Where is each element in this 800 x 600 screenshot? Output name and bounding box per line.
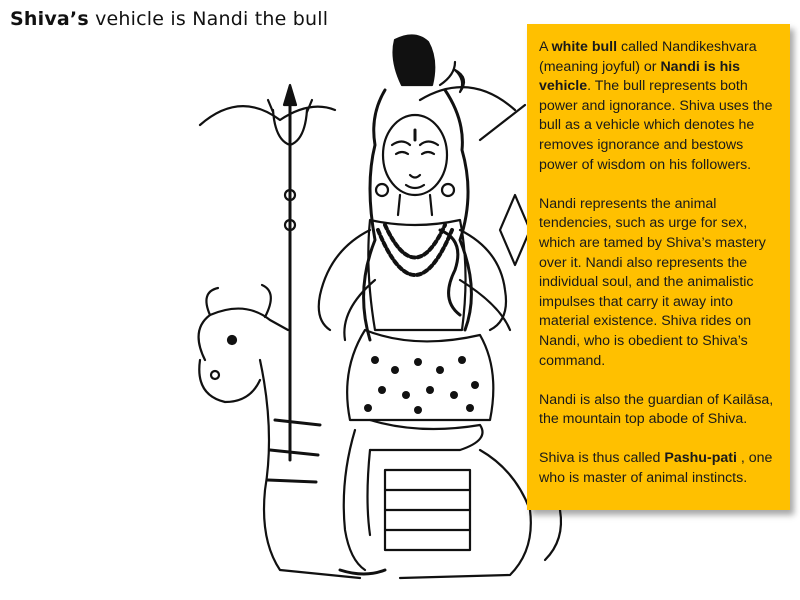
info-p1-bold-2: Nandi is his vehicle bbox=[539, 58, 741, 95]
slide-title bbox=[10, 8, 328, 30]
info-paragraph-1 bbox=[539, 38, 780, 175]
info-paragraph-4 bbox=[539, 449, 780, 488]
info-p1-text-3: . The bull represents both power and ignorance. Shiva uses the bull as a vehicle which denotes he removes ignorance and bestows power of wisdom on his followers. bbox=[539, 78, 773, 173]
info-p1-text-2: called Nandikeshvara (meaning joyful) or bbox=[539, 39, 757, 75]
title-rest: vehicle is Nandi the bull bbox=[88, 8, 329, 30]
info-p4-text-1: Shiva is thus called bbox=[539, 450, 665, 467]
info-paragraph-2: Nandi represents the animal tendencies, such as urge for sex, which are tamed by Shiva’s mastery over it. Nandi also represents the individual soul, and the animalistic impulses that carry it away into material existence. Shiva rides on Nandi, who is obedient to Shiva’s command. bbox=[539, 195, 766, 369]
info-paragraph-3: Nandi is also the guardian of Kailāsa, the mountain top abode of Shiva. bbox=[539, 391, 774, 428]
title-bold: Shiva’s bbox=[10, 8, 89, 30]
info-p1-bold-1: white bull bbox=[551, 39, 618, 55]
info-box bbox=[527, 24, 790, 510]
info-p4-text-2: , one who is master of animal instincts. bbox=[539, 450, 773, 487]
info-p1-text-1: A bbox=[539, 39, 552, 55]
info-p4-bold-1: Pashu-pati bbox=[664, 450, 737, 467]
